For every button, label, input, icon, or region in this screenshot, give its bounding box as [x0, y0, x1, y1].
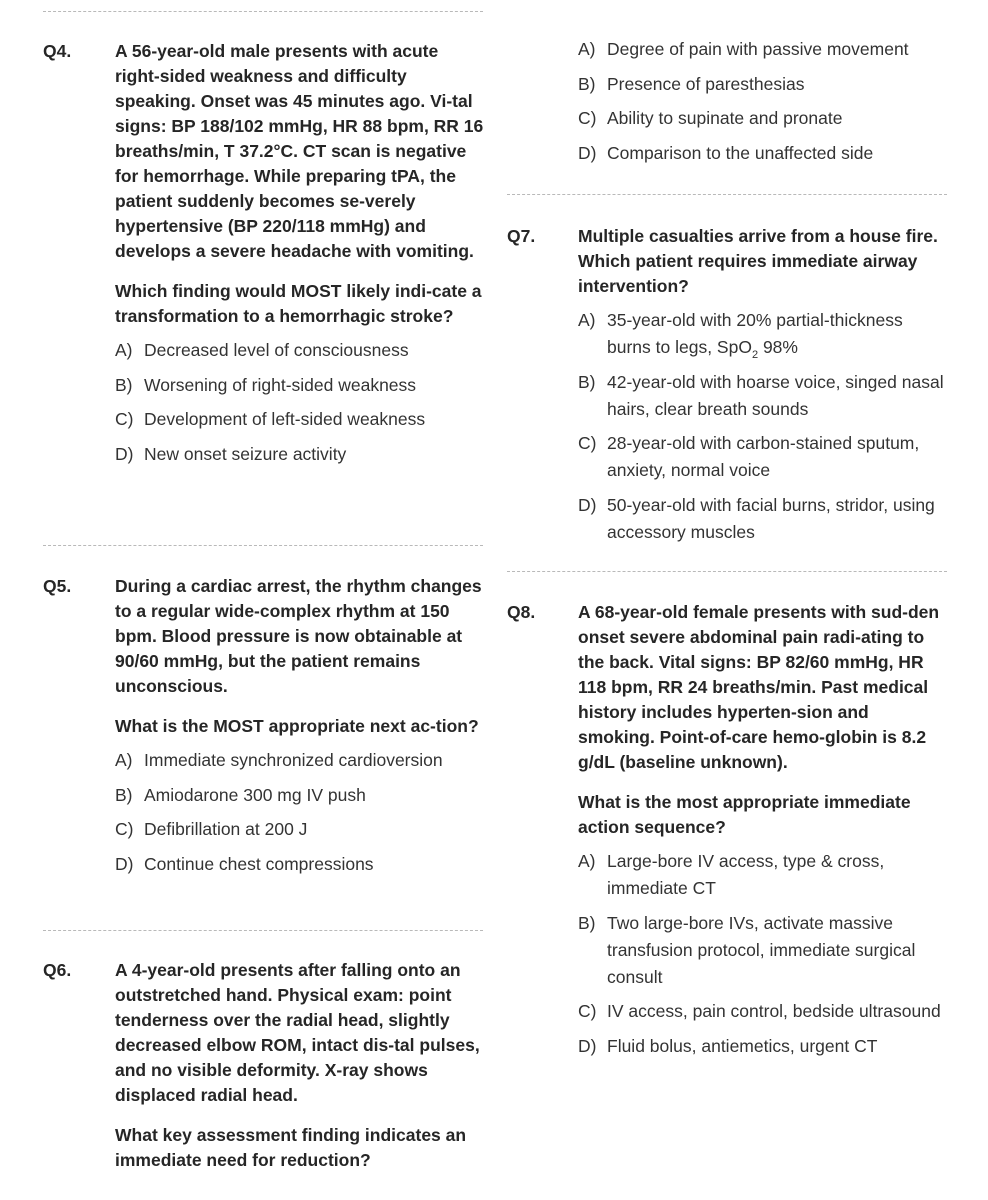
question-number: Q7.	[507, 226, 536, 246]
option-text: Comparison to the unaffected side	[607, 142, 874, 163]
question-q6-options	[578, 36, 958, 174]
option-text: Two large-bore IVs, activate massive transfusion protocol, immediate surgical consult	[607, 912, 916, 987]
answer-options	[578, 36, 958, 167]
option-letter: C)	[115, 819, 134, 839]
answer-option[interactable]	[115, 406, 487, 433]
answer-option[interactable]	[578, 430, 950, 484]
question-number: Q4.	[43, 41, 72, 61]
option-letter: A)	[115, 340, 133, 360]
option-text: 28-year-old with carbon-stained sputum, anxiety, normal voice	[607, 433, 920, 480]
option-letter: D)	[115, 443, 134, 464]
answer-option[interactable]	[115, 782, 487, 809]
section-divider	[43, 930, 483, 931]
option-text: Amiodarone 300 mg IV push	[144, 784, 366, 805]
option-text: Development of left-sided weakness	[144, 409, 426, 429]
option-letter: B)	[115, 374, 133, 395]
answer-option[interactable]	[578, 71, 958, 98]
question-q5	[115, 574, 487, 885]
question-prompt: What is the most appropriate immediate action sequence?	[578, 792, 911, 837]
question-stem: A 56-year-old male presents with acute right-sided weakness and difficulty speaking. Onset was 45 minutes ago. Vi-tal signs: BP 188/102 mmHg, HR 88 bpm, RR 16 breaths/min, T 37.2°C. CT scan is negative for hemorrhage. While preparing tPA, the patient suddenly becomes se-verely hypertensive (BP 220/118 mmHg) and develops a severe headache with vomiting.	[115, 41, 484, 261]
answer-option[interactable]	[578, 369, 950, 423]
section-divider	[507, 571, 947, 572]
option-text	[607, 307, 950, 361]
option-text: 50-year-old with facial burns, stridor, using accessory muscles	[607, 494, 935, 542]
option-letter: D)	[578, 494, 597, 515]
answer-option[interactable]	[115, 851, 487, 878]
question-stem: A 4-year-old presents after falling onto an outstretched hand. Physical exam: point tenderness over the radial head, slightly decreased elbow ROM, intact dis-tal pulses, and no visible deformity. X-ray shows displaced radial head.	[115, 960, 480, 1105]
answer-option[interactable]	[578, 492, 950, 546]
option-text: Ability to supinate and pronate	[607, 108, 843, 128]
subscript: 2	[751, 349, 759, 361]
option-letter: D)	[578, 1035, 597, 1056]
option-letter: C)	[578, 433, 597, 453]
question-q7	[578, 224, 950, 553]
answer-option[interactable]	[115, 747, 487, 774]
option-text: Decreased level of consciousness	[144, 340, 409, 360]
answer-option[interactable]	[115, 372, 487, 399]
question-prompt: What key assessment finding indicates an immediate need for reduction?	[115, 1125, 467, 1170]
question-q8	[578, 600, 950, 1067]
option-text-after: 98%	[758, 337, 798, 357]
answer-option[interactable]	[578, 848, 950, 902]
option-letter: A)	[115, 750, 133, 770]
section-divider	[507, 194, 947, 195]
answer-option[interactable]	[578, 1033, 950, 1060]
option-text: Defibrillation at 200 J	[144, 819, 308, 839]
option-text: Worsening of right-sided weakness	[144, 374, 417, 395]
question-stem: A 68-year-old female presents with sud-den onset severe abdominal pain radi-ating to the back. Vital signs: BP 82/60 mmHg, HR 118 bpm, RR 24 breaths/min. Past medical history includes hyperten-sion and smoking. Point-of-care hemo-globin is 8.2 g/dL (baseline unknown).	[578, 602, 940, 772]
option-letter: A)	[578, 310, 596, 330]
question-q6	[115, 958, 487, 1173]
option-letter: C)	[578, 108, 597, 128]
answer-option[interactable]	[578, 36, 958, 63]
question-prompt: Which finding would MOST likely indi-cate a transformation to a hemorrhagic stroke?	[115, 281, 482, 326]
answer-option[interactable]	[115, 441, 487, 468]
option-text-main: 35-year-old with 20% partial-thickness burns to legs, SpO	[607, 310, 903, 357]
option-letter: A)	[578, 39, 596, 59]
answer-options	[115, 747, 487, 878]
question-stem: Multiple casualties arrive from a house fire. Which patient requires immediate airway intervention?	[578, 226, 938, 296]
option-text: Fluid bolus, antiemetics, urgent CT	[607, 1035, 878, 1056]
question-number: Q8.	[507, 602, 536, 622]
question-number: Q6.	[43, 960, 72, 980]
answer-options	[578, 848, 950, 1060]
option-text: Presence of paresthesias	[607, 73, 805, 94]
answer-option[interactable]	[578, 910, 950, 991]
question-number: Q5.	[43, 576, 72, 596]
answer-option[interactable]	[578, 140, 958, 167]
option-letter: A)	[578, 851, 596, 871]
question-stem: During a cardiac arrest, the rhythm changes to a regular wide-complex rhythm at 150 bpm. Blood pressure is now obtainable at 90/60 mmHg, but the patient remains unconscious.	[115, 576, 482, 696]
option-letter: C)	[115, 409, 134, 429]
answer-option[interactable]	[115, 816, 487, 843]
answer-options	[578, 307, 950, 546]
option-letter: B)	[578, 371, 596, 392]
option-letter: B)	[578, 912, 596, 933]
question-q4	[115, 39, 487, 475]
option-text: Continue chest compressions	[144, 853, 374, 874]
answer-option[interactable]	[115, 337, 487, 364]
option-text: Degree of pain with passive movement	[607, 39, 909, 59]
option-text: 42-year-old with hoarse voice, singed nasal hairs, clear breath sounds	[607, 371, 944, 419]
option-text: IV access, pain control, bedside ultrasound	[607, 1001, 941, 1021]
answer-option[interactable]	[578, 998, 950, 1025]
option-letter: B)	[115, 784, 133, 805]
option-text: New onset seizure activity	[144, 443, 347, 464]
answer-option[interactable]	[578, 307, 950, 361]
section-divider	[43, 11, 483, 12]
section-divider	[43, 545, 483, 546]
option-letter: D)	[115, 853, 134, 874]
question-prompt: What is the MOST appropriate next ac-tion?	[115, 716, 479, 736]
option-text: Immediate synchronized cardioversion	[144, 750, 443, 770]
option-letter: C)	[578, 1001, 597, 1021]
option-letter: D)	[578, 142, 597, 163]
option-text: Large-bore IV access, type & cross, immediate CT	[607, 851, 885, 898]
answer-options	[115, 337, 487, 468]
option-letter: B)	[578, 73, 596, 94]
answer-option[interactable]	[578, 105, 958, 132]
